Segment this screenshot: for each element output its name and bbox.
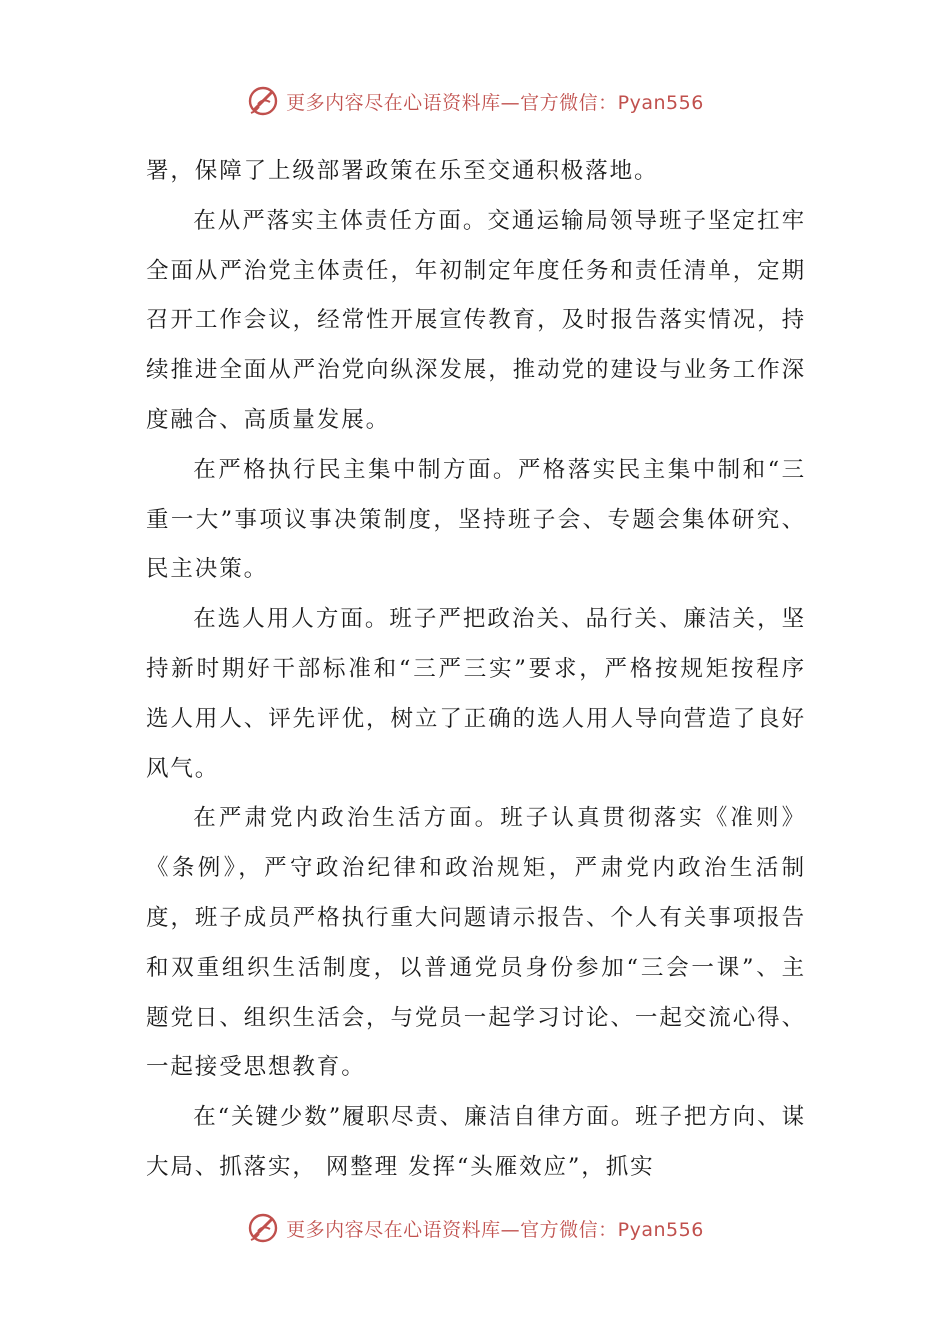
- paragraph: 署，保障了上级部署政策在乐至交通积极落地。: [146, 158, 659, 184]
- paragraph: 在从严落实主体责任方面。交通运输局领导班子坚定扛牢全面从严治党主体责任，年初制定年度任务和责任清单，定期召开工作会议，经常性开展宣传教育，及时报告落实情况，持续推进全面从严治党向纵深发展，推动党的建设与业务工作深度融合、高质量发展。: [146, 207, 806, 433]
- paragraph: 在“关键少数”履职尽责、廉洁自律方面。班子把方向、谋大局、抓落实， 网整理 发挥“头雁效应”，抓实: [146, 1104, 806, 1180]
- footer-banner: [0, 1211, 950, 1245]
- paragraph: 在选人用人方面。班子严把政治关、品行关、廉洁关，坚持新时期好干部标准和“三严三实”要求，严格按规矩按程序选人用人、评先评优，树立了正确的选人用人导向营造了良好风气。: [146, 606, 806, 782]
- document-body: [146, 147, 806, 1193]
- header-banner: [0, 84, 950, 118]
- paragraph: 在严肃党内政治生活方面。班子认真贯彻落实《准则》《条例》，严守政治纪律和政治规矩，严肃党内政治生活制度，班子成员严格执行重大问题请示报告、个人有关事项报告和双重组织生活制度，以普通党员身份参加“三会一课”、主题党日、组织生活会，与党员一起学习讨论、一起交流心得、一起接受思想教育。: [146, 805, 806, 1081]
- banner-text: 更多内容尽在心语资料库—官方微信：Pyan556: [286, 91, 704, 114]
- paragraph: 在严格执行民主集中制方面。严格落实民主集中制和“三重一大”事项议事决策制度，坚持班子会、专题会集体研究、民主决策。: [146, 456, 806, 583]
- pen-circle-logo-icon: [246, 1211, 280, 1245]
- banner-text: 更多内容尽在心语资料库—官方微信：Pyan556: [286, 1218, 704, 1241]
- pen-circle-logo-icon: [246, 84, 280, 118]
